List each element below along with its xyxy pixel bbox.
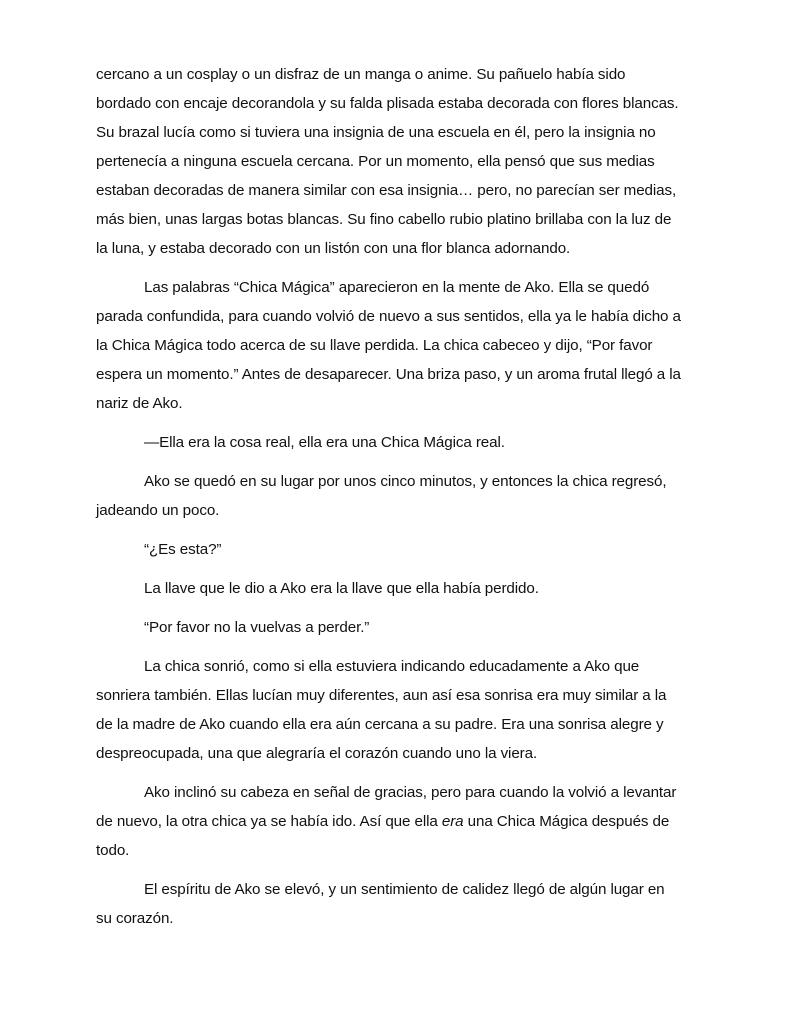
paragraph: El espíritu de Ako se elevó, y un sentimiento de calidez llegó de algún lugar en su corazón. <box>96 881 665 927</box>
paragraph: cercano a un cosplay o un disfraz de un manga o anime. Su pañuelo había sido bordado con encaje decorandola y su falda plisada estaba decorada con flores blancas. Su brazal lucía como si tuviera una insignia de una escuela en él, pero la insignia no pertenecía a ninguna escuela cercana. Por un momento, ella pensó que sus medias estaban decoradas de manera similar con esa insignia… pero, no parecían ser medias, más bien, unas largas botas blancas. Su fino cabello rubio platino brillaba con la luz de la luna, y estaba decorado con un listón con una flor blanca adornando. <box>96 66 679 257</box>
paragraph: “¿Es esta?” <box>144 541 222 558</box>
paragraph: —Ella era la cosa real, ella era una Chica Mágica real. <box>144 434 505 451</box>
paragraph: La chica sonrió, como si ella estuviera indicando educadamente a Ako que sonriera también. Ellas lucían muy diferentes, aun así esa sonrisa era muy similar a la de la madre de Ako cuando ella era aún cercana a su padre. Era una sonrisa alegre y despreocupada, una que alegraría el corazón cuando uno la viera. <box>96 658 667 762</box>
paragraph: Ako se quedó en su lugar por unos cinco minutos, y entonces la chica regresó, jadeando un poco. <box>96 473 667 519</box>
paragraph-text: una Chica Mágica después de todo. <box>96 813 670 859</box>
paragraph: La llave que le dio a Ako era la llave que ella había perdido. <box>144 580 539 597</box>
paragraph: “Por favor no la vuelvas a perder.” <box>144 619 370 636</box>
paragraph <box>96 778 681 865</box>
paragraph: Las palabras “Chica Mágica” aparecieron en la mente de Ako. Ella se quedó parada confundida, para cuando volvió de nuevo a sus sentidos, ella ya le había dicho a la Chica Mágica todo acerca de su llave perdida. La chica cabeceo y dijo, “Por favor espera un momento.” Antes de desaparecer. Una briza paso, y un aroma frutal llegó a la nariz de Ako. <box>96 279 681 412</box>
paragraph-text: Ako inclinó su cabeza en señal de gracias, pero para cuando la volvió a levantar de nuevo, la otra chica ya se había ido. Así que ella <box>96 784 677 830</box>
emphasis-text: era <box>441 813 464 830</box>
